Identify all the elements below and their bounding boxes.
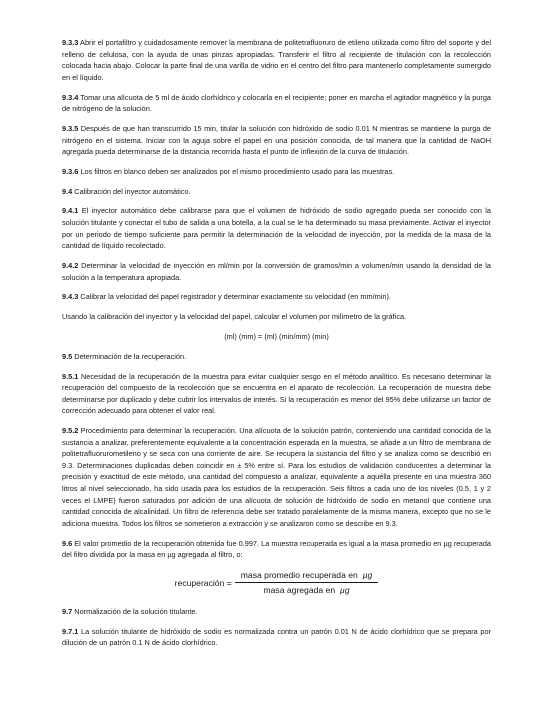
paragraph-text: El valor promedio de la recuperación obtenida fue 0.997. La muestra recuperada es igual a la masa promedio en µg recuperada del filtro dividida por la masa en µg agregada al filtro, o: [62, 538, 491, 560]
paragraph-text: La solución titulante de hidróxido de sodio es normalizada contra un patrón 0.01 N de ácido clorhídrico que se prepara por dilución de un patrón 0.1 N de ácido clorhídrico. [62, 626, 491, 648]
paragraph-9-7-1 [62, 626, 491, 649]
paragraph-9-3-4 [62, 92, 491, 115]
section-number: 9.4 [62, 186, 73, 196]
section-number: 9.5 [62, 351, 73, 361]
paragraph-text: Abrir el portafiltro y cuidadosamente remover la membrana de politetrafluoruro de etileno utilizada como filtro del soporte y del relleno de celulosa, con la ayuda de unas pinzas apropiadas. Transferir el filtro al recipiente de titulación con la recolección colocada hacia abajo. Colocar la parte final de una varilla de vidrio en el centro del filtro para mantenerlo completamente sumergido en el líquido. [62, 38, 491, 82]
paragraph-calibration-note [62, 311, 491, 323]
heading-text: Normalización de la solución titulante. [72, 607, 198, 616]
heading-text: Determinación de la recuperación. [72, 351, 187, 361]
heading-9-7 [62, 606, 491, 618]
paragraph-text: Determinar la velocidad de inyección en ml/min por la conversión de gramos/min a volumen/min usando la densidad de la solución a la temperatura apropiada. [62, 261, 491, 282]
recovery-formula [62, 569, 491, 596]
paragraph-9-4-2 [62, 260, 491, 283]
paragraph-text: Procedimiento para determinar la recuperación. Una alícuota de la solución patrón, conteniendo una cantidad conocida de la sustancia a analizar, preferentemente equivalente a la concentración esperada en la muestra, se añade a un filtro de membrana de politetrafluorurometileno y se seca con una corriente de aire. Se recupera la sustancia del filtro y se analiza como se describió en 9.3. Determinaciones duplicadas deben coincidir en ± 5% entre sí. Para los estudios de validación conducentes a determinar la precisión y exactitud de este método, una cantidad del compuesto a analizar, equivalente a aquélla presente en una muestra 360 litros al nivel seleccionado, ha sido usada para los estudios de la recuperación. Seis filtros a cada uno de los niveles (0.5, 1 y 2 veces el LMPE) fueron saturados por adición de una alícuota de solución de hidróxido de sodio en metanol que contiene una cantidad conocida de alcalinidad. Un filtro de referencia debe ser tratado paralelamente de la misma manera, excepto que no se le adiciona muestra. Todos los filtros se sometieron a extracción y se analizaron como se describe en 9.3. [62, 426, 491, 528]
numerator-text: masa promedio recuperada en [240, 570, 358, 580]
formula-lhs: recuperación = [174, 577, 232, 588]
paragraph-9-4-3 [62, 291, 491, 303]
section-number: 9.4.3 [62, 292, 79, 302]
section-number: 9.5.1 [62, 371, 79, 381]
section-number: 9.4.1 [62, 206, 79, 216]
paragraph-text: Calibrar la velocidad del papel registrador y determinar exactamente su velocidad (en mm/min). [78, 292, 392, 302]
paragraph-9-3-3 [62, 37, 491, 83]
heading-text: Calibración del inyector automático. [72, 186, 191, 196]
paragraph-text: Después de que han transcurrido 15 min, titular la solución con hidróxido de sodio 0.01 N mientras se mantiene la purga de nitrógeno en el sistema. Iniciar con la aguja sobre el papel en una posición conocida, de tal manera que la cantidad de NaOH agregada pueda determinarse de la distancia recorrida hasta el punto de inflexión de la curva de titulación. [62, 123, 491, 157]
denominator-text: masa agregada en [263, 585, 336, 595]
section-number: 9.4.2 [62, 261, 79, 271]
paragraph-text: Tomar una alícuota de 5 ml de ácido clorhídrico y colocarla en el recipiente; poner en marcha el agitador magnético y la purga de nitrógeno de la solución. [62, 92, 491, 114]
heading-9-4 [62, 186, 491, 198]
paragraph-text: El inyector automático debe calibrarse para que el volumen de hidróxido de sodio agregado pueda ser conocido con la solución titulante y conectar el tubo de salida a una botella, a la cual se le ha determinado su masa previamente. Activar el inyector por un periodo de tiempo suficiente para permitir la determinación de la velocidad de inyección, por la medida de la masa de la cantidad de líquido recolectado. [62, 206, 491, 251]
section-number: 9.3.5 [62, 123, 79, 133]
paragraph-9-6 [62, 538, 491, 561]
denominator-unit: µg [339, 585, 350, 595]
paragraph-text: Necesidad de la recuperación de la muestra para evitar cualquier sesgo en el método analítico. Es necesario determinar la recuperación del compuesto de la recolección que se encuentra en el aparato de recolección. La recuperación de muestra debe determinarse por duplicado y debe cubrir los intervalos de interés. Si la recuperación es menor del 95% debe utilizarse un factor de corrección adecuado para obtener el valor real. [62, 371, 491, 416]
paragraph-9-3-6 [62, 166, 491, 178]
section-number: 9.6 [62, 538, 73, 548]
section-number: 9.5.2 [62, 426, 79, 436]
section-number: 9.7.1 [62, 626, 79, 636]
paragraph-9-5-2 [62, 425, 491, 529]
numerator-unit: µg [362, 570, 373, 580]
paragraph-9-3-5 [62, 123, 491, 158]
paragraph-9-4-1 [62, 205, 491, 251]
paragraph-9-5-1 [62, 371, 491, 417]
section-number: 9.3.6 [62, 166, 79, 176]
paragraph-text: Los filtros en blanco deben ser analizados por el mismo procedimiento usado para las muestras. [78, 166, 395, 176]
formula-numerator [235, 569, 379, 583]
section-number: 9.3.3 [62, 38, 79, 47]
paragraph-text: Usando la calibración del inyector y la velocidad del papel, calcular el volumen por milímetro de la gráfica. [62, 312, 407, 322]
section-number: 9.3.4 [62, 92, 79, 102]
heading-9-5 [62, 351, 491, 363]
volume-formula: (ml) (mm) = (ml) (min/mm) (min) [224, 331, 329, 341]
section-number: 9.7 [62, 607, 73, 616]
document-body [62, 37, 491, 657]
formula-fraction [235, 569, 379, 596]
formula-denominator [257, 583, 355, 596]
